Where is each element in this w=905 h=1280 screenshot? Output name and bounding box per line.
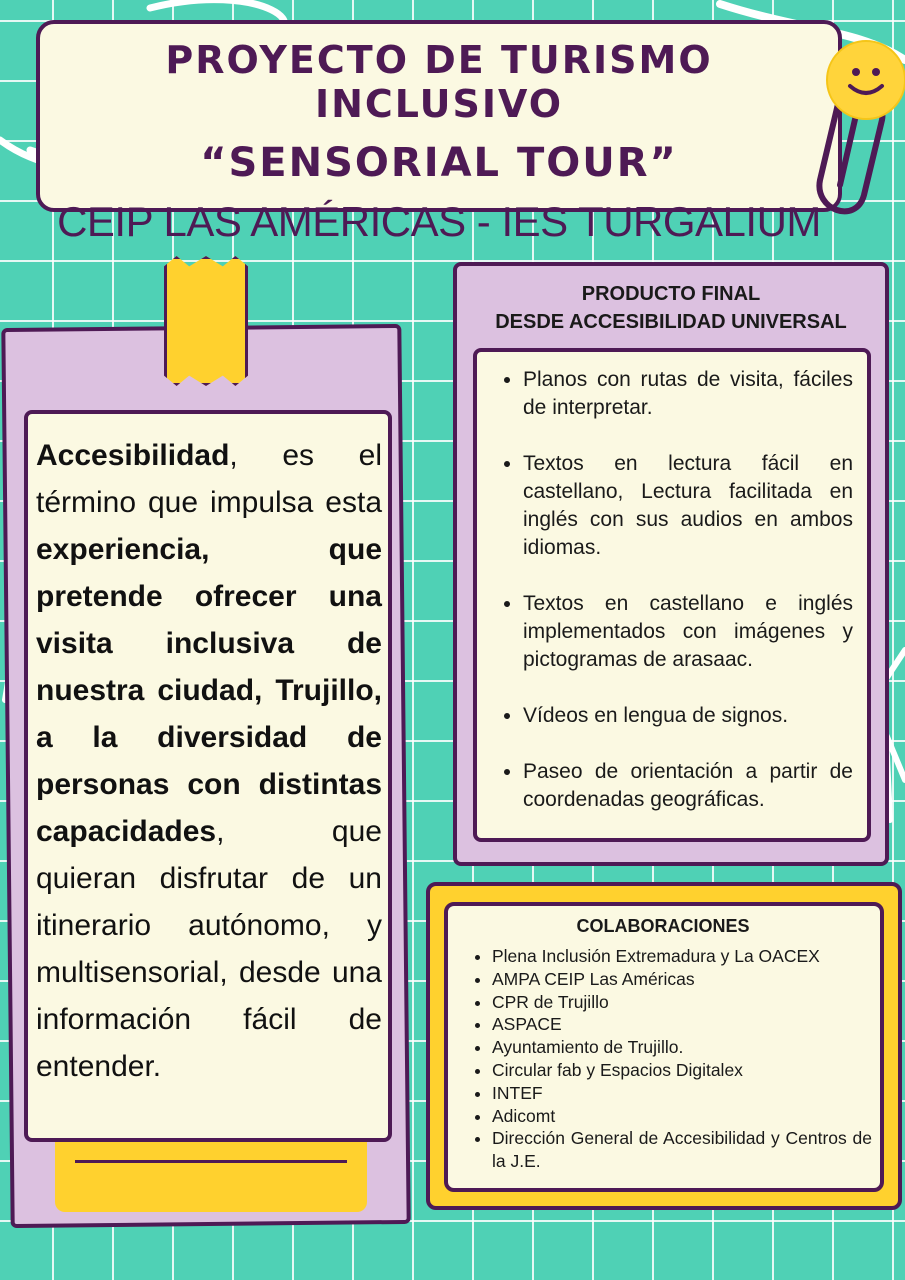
title-line-3: CEIP LAS AMÉRICAS - IES TURGALIUM	[57, 198, 821, 245]
collaborator-item: • Adicomt	[492, 1105, 872, 1128]
collaborator-item: • Circular fab y Espacios Digitalex	[492, 1059, 872, 1082]
product-item: • Textos en castellano e inglés implementados con imágenes y pictogramas de arasaac.	[523, 590, 853, 674]
product-item: • Planos con rutas de visita, fáciles de interpretar.	[523, 366, 853, 422]
product-item: • Vídeos en lengua de signos.	[523, 702, 853, 730]
tape-decoration	[164, 256, 248, 386]
collaborations-panel	[426, 882, 902, 1210]
intro-panel	[24, 410, 392, 1142]
product-title-line-1: PRODUCTO FINAL	[581, 283, 761, 305]
product-item: • Textos en lectura fácil en castellano, Lectura facilitada en inglés con sus audios en ambos idiomas.	[523, 450, 853, 562]
intro-part-3: experiencia, que pretende ofrecer una visita inclusiva de nuestra ciudad, Trujillo, a la diversidad de personas con distintas capacidades	[36, 533, 382, 848]
collaborator-item: • AMPA CEIP Las Américas	[492, 968, 872, 991]
smiley-icon	[826, 40, 905, 120]
collaborations-box	[444, 902, 884, 1192]
intro-part-2: , es el término que impulsa esta	[36, 439, 382, 519]
collaborator-item: • Ayuntamiento de Trujillo.	[492, 1036, 872, 1059]
title-banner	[36, 20, 842, 245]
tab-divider	[75, 1160, 347, 1163]
product-title	[457, 280, 885, 336]
collaborator-item: • CPR de Trujillo	[492, 991, 872, 1014]
intro-text	[36, 432, 382, 1090]
product-title-line-2: DESDE ACCESIBILIDAD UNIVERSAL	[495, 311, 847, 333]
collaborator-item: • Plena Inclusión Extremadura y La OACEX	[492, 945, 872, 968]
title-line-1: PROYECTO DE TURISMO INCLUSIVO	[165, 38, 713, 126]
collaborations-list	[454, 945, 872, 1173]
collaborator-item: • ASPACE	[492, 1013, 872, 1036]
product-panel	[453, 262, 889, 866]
collaborator-item: • Dirección General de Accesibilidad y Centros de la J.E.	[492, 1127, 872, 1173]
intro-part-1: Accesibilidad	[36, 439, 230, 472]
collaborator-item: • INTEF	[492, 1082, 872, 1105]
intro-part-4: , que quieran disfrutar de un itinerario autónomo, y multisensorial, desde una información fácil de entender.	[36, 815, 382, 1083]
product-list	[485, 366, 853, 814]
product-list-box	[473, 348, 871, 842]
title-line-2: “SENSORIAL TOUR”	[200, 140, 678, 186]
product-item: • Paseo de orientación a partir de coordenadas geográficas.	[523, 758, 853, 814]
yellow-tab-decoration	[55, 1140, 367, 1212]
collaborations-title: COLABORACIONES	[576, 916, 750, 936]
